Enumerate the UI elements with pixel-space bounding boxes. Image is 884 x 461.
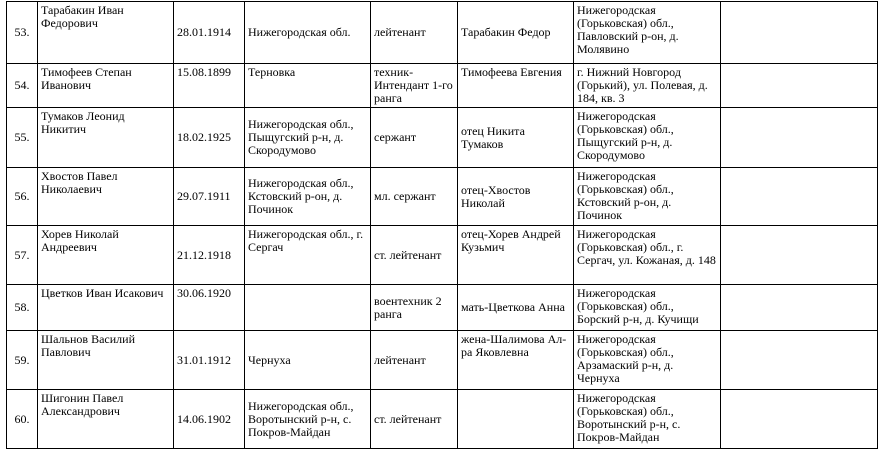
person-name: Тарабакин Иван Федорович <box>38 2 174 64</box>
relative: отец Никита Тумаков <box>458 108 574 168</box>
table-row <box>7 64 878 108</box>
empty-cell <box>721 390 878 449</box>
birth-place: Терновка <box>245 64 371 108</box>
birth-place: Нижегородская обл., Пыщугский р-н, д. Скородумово <box>245 108 371 168</box>
person-name: Шальнов Василий Павлович <box>38 331 174 390</box>
empty-cell <box>721 168 878 226</box>
empty-cell <box>721 226 878 285</box>
row-number: 60. <box>7 390 38 449</box>
birth-date: 18.02.1925 <box>174 108 245 168</box>
empty-cell <box>721 2 878 64</box>
birth-date: 31.01.1912 <box>174 331 245 390</box>
military-rank: воентехник 2 ранга <box>371 285 458 331</box>
row-number: 55. <box>7 108 38 168</box>
military-rank: мл. сержант <box>371 168 458 226</box>
relative: мать-Цветкова Анна <box>458 285 574 331</box>
birth-place: Нижегородская обл. <box>245 2 371 64</box>
relative: Тимофеева Евгения <box>458 64 574 108</box>
person-name: Тумаков Леонид Никитич <box>38 108 174 168</box>
birth-place <box>245 285 371 331</box>
birth-date: 15.08.1899 <box>174 64 245 108</box>
address: Нижегородская (Горьковская) обл., г. Сергач, ул. Кожаная, д. 148 <box>574 226 721 285</box>
address: г. Нижний Новгород (Горький), ул. Полевая, д. 184, кв. 3 <box>574 64 721 108</box>
birth-date: 28.01.1914 <box>174 2 245 64</box>
relative: жена-Шалимова Ал-ра Яковлевна <box>458 331 574 390</box>
birth-date: 29.07.1911 <box>174 168 245 226</box>
birth-place: Чернуха <box>245 331 371 390</box>
military-rank: ст. лейтенант <box>371 226 458 285</box>
records-table <box>6 1 878 449</box>
empty-cell <box>721 285 878 331</box>
address: Нижегородская (Горьковская) обл., Борский р-н, д. Кучищи <box>574 285 721 331</box>
address: Нижегородская (Горьковская) обл., Арзамаский р-н, д. Чернуха <box>574 331 721 390</box>
birth-place: Нижегородская обл., Кстовский р-он, д. Починок <box>245 168 371 226</box>
empty-cell <box>721 64 878 108</box>
military-rank: лейтенант <box>371 331 458 390</box>
address: Нижегородская (Горьковская) обл., Кстовский р-он, д. Починок <box>574 168 721 226</box>
birth-date: 14.06.1902 <box>174 390 245 449</box>
relative: Тарабакин Федор <box>458 2 574 64</box>
person-name: Цветков Иван Исакович <box>38 285 174 331</box>
military-rank: лейтенант <box>371 2 458 64</box>
address: Нижегородская (Горьковская) обл., Пыщугский р-н, д. Скородумово <box>574 108 721 168</box>
row-number: 53. <box>7 2 38 64</box>
military-rank: сержант <box>371 108 458 168</box>
birth-place: Нижегородская обл., г. Сергач <box>245 226 371 285</box>
empty-cell <box>721 331 878 390</box>
table-row <box>7 390 878 449</box>
person-name: Шигонин Павел Александрович <box>38 390 174 449</box>
address: Нижегородская (Горьковская) обл., Павловский р-он, д. Молявино <box>574 2 721 64</box>
table-row <box>7 108 878 168</box>
row-number: 59. <box>7 331 38 390</box>
relative: отец-Хвостов Николай <box>458 168 574 226</box>
birth-place: Нижегородская обл., Воротынский р-н, с. Покров-Майдан <box>245 390 371 449</box>
row-number: 56. <box>7 168 38 226</box>
address: Нижегородская (Горьковская) обл., Воротынский р-н, с. Покров-Майдан <box>574 390 721 449</box>
military-rank: ст. лейтенант <box>371 390 458 449</box>
row-number: 54. <box>7 64 38 108</box>
table-row <box>7 226 878 285</box>
row-number: 57. <box>7 226 38 285</box>
relative: отец-Хорев Андрей Кузьмич <box>458 226 574 285</box>
empty-cell <box>721 108 878 168</box>
person-name: Хорев Николай Андреевич <box>38 226 174 285</box>
person-name: Тимофеев Степан Иванович <box>38 64 174 108</box>
table-row <box>7 2 878 64</box>
table-row <box>7 285 878 331</box>
row-number: 58. <box>7 285 38 331</box>
person-name: Хвостов Павел Николаевич <box>38 168 174 226</box>
birth-date: 30.06.1920 <box>174 285 245 331</box>
table-row <box>7 168 878 226</box>
table-row <box>7 331 878 390</box>
relative <box>458 390 574 449</box>
military-rank: техник-Интендант 1-го ранга <box>371 64 458 108</box>
birth-date: 21.12.1918 <box>174 226 245 285</box>
